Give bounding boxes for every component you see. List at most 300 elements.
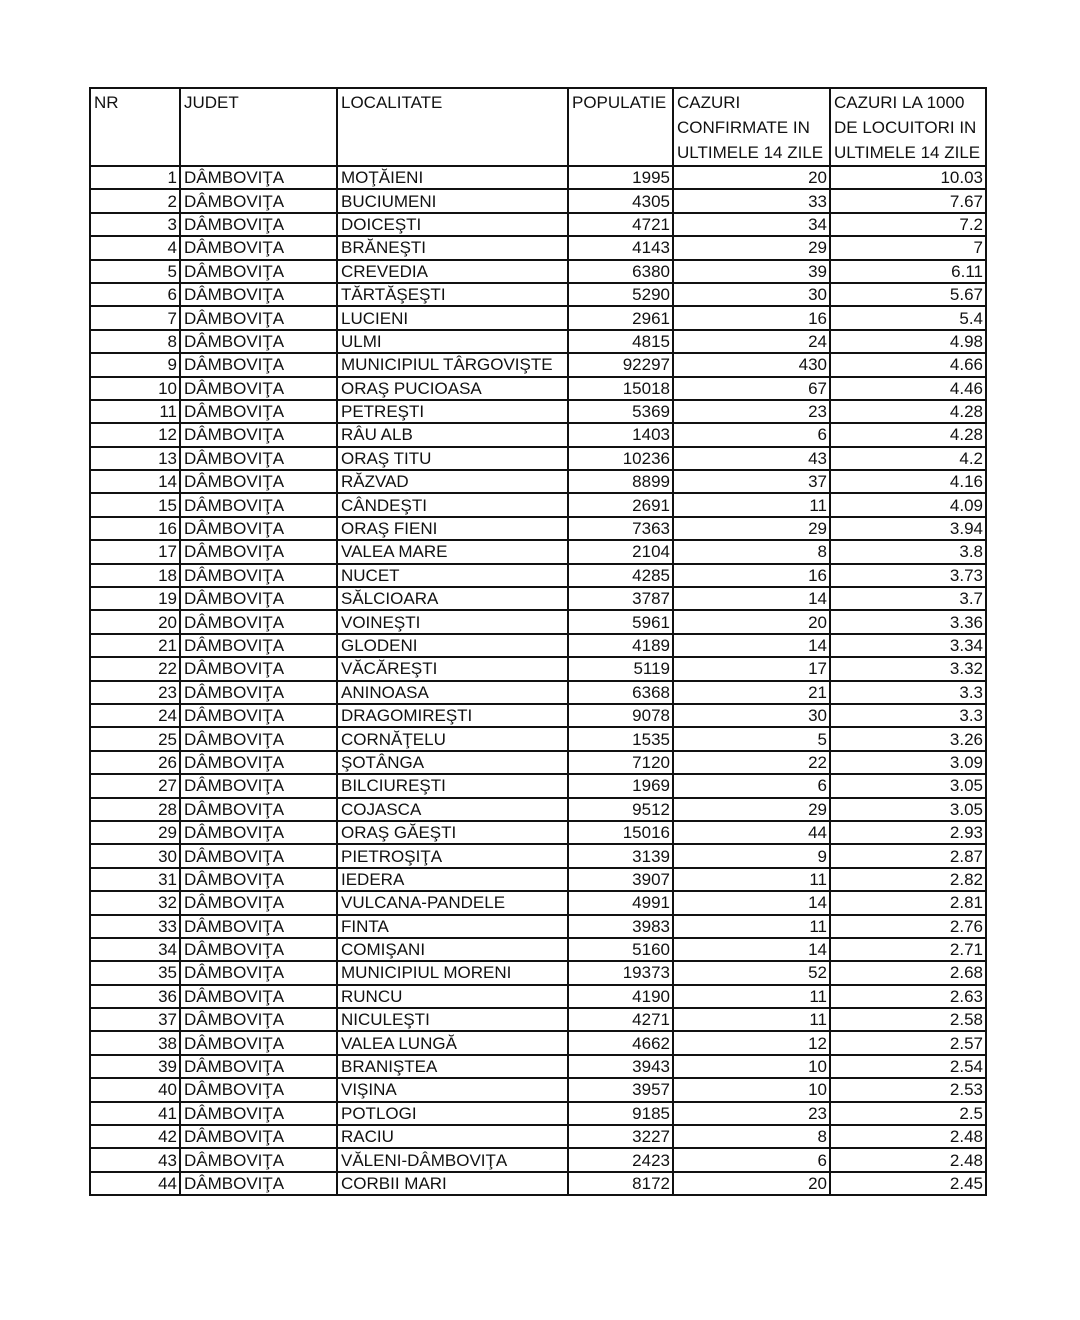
county-cell: DÂMBOVIŢA bbox=[180, 493, 337, 516]
table-row bbox=[90, 915, 986, 938]
table-row bbox=[90, 657, 986, 680]
cases-cell: 52 bbox=[673, 961, 830, 984]
population-cell: 5290 bbox=[568, 283, 673, 306]
cases-cell: 11 bbox=[673, 915, 830, 938]
rate-per-1000-cell: 6.11 bbox=[830, 260, 986, 283]
table-row bbox=[90, 213, 986, 236]
row-number: 11 bbox=[90, 400, 180, 423]
locality-cell: DRAGOMIREŞTI bbox=[337, 704, 568, 727]
table-row bbox=[90, 564, 986, 587]
row-number: 15 bbox=[90, 493, 180, 516]
table-row bbox=[90, 868, 986, 891]
rate-per-1000-cell: 4.28 bbox=[830, 400, 986, 423]
population-cell: 1995 bbox=[568, 166, 673, 189]
rate-per-1000-cell: 3.32 bbox=[830, 657, 986, 680]
cases-cell: 34 bbox=[673, 213, 830, 236]
cases-cell: 30 bbox=[673, 704, 830, 727]
rate-per-1000-cell: 5.4 bbox=[830, 306, 986, 329]
cases-cell: 44 bbox=[673, 821, 830, 844]
rate-per-1000-cell: 4.16 bbox=[830, 470, 986, 493]
table-row bbox=[90, 260, 986, 283]
rate-per-1000-cell: 2.48 bbox=[830, 1148, 986, 1171]
locality-cell: PIETROŞIŢA bbox=[337, 844, 568, 867]
cases-cell: 30 bbox=[673, 283, 830, 306]
rate-per-1000-cell: 3.26 bbox=[830, 727, 986, 750]
locality-cell: ORAŞ GĂEŞTI bbox=[337, 821, 568, 844]
cases-cell: 12 bbox=[673, 1031, 830, 1054]
rate-per-1000-cell: 3.36 bbox=[830, 610, 986, 633]
county-cell: DÂMBOVIŢA bbox=[180, 938, 337, 961]
table-row bbox=[90, 610, 986, 633]
population-cell: 3139 bbox=[568, 844, 673, 867]
cases-cell: 20 bbox=[673, 166, 830, 189]
rate-per-1000-cell: 10.03 bbox=[830, 166, 986, 189]
row-number: 21 bbox=[90, 634, 180, 657]
population-cell: 8172 bbox=[568, 1172, 673, 1195]
locality-cell: VULCANA-PANDELE bbox=[337, 891, 568, 914]
rate-per-1000-cell: 7.2 bbox=[830, 213, 986, 236]
locality-cell: IEDERA bbox=[337, 868, 568, 891]
row-number: 36 bbox=[90, 985, 180, 1008]
rate-per-1000-cell: 2.68 bbox=[830, 961, 986, 984]
row-number: 22 bbox=[90, 657, 180, 680]
population-cell: 10236 bbox=[568, 447, 673, 470]
cases-cell: 14 bbox=[673, 634, 830, 657]
population-cell: 4271 bbox=[568, 1008, 673, 1031]
locality-cell: RACIU bbox=[337, 1125, 568, 1148]
population-cell: 6368 bbox=[568, 681, 673, 704]
cases-cell: 5 bbox=[673, 727, 830, 750]
locality-cell: CÂNDEŞTI bbox=[337, 493, 568, 516]
population-cell: 9185 bbox=[568, 1102, 673, 1125]
population-cell: 5160 bbox=[568, 938, 673, 961]
rate-per-1000-cell: 2.5 bbox=[830, 1102, 986, 1125]
cases-cell: 11 bbox=[673, 1008, 830, 1031]
population-cell: 9078 bbox=[568, 704, 673, 727]
row-number: 5 bbox=[90, 260, 180, 283]
locality-cell: PETREŞTI bbox=[337, 400, 568, 423]
population-cell: 2423 bbox=[568, 1148, 673, 1171]
rate-per-1000-cell: 3.94 bbox=[830, 517, 986, 540]
population-cell: 15018 bbox=[568, 377, 673, 400]
cases-cell: 23 bbox=[673, 1102, 830, 1125]
row-number: 24 bbox=[90, 704, 180, 727]
locality-cell: BRĂNEŞTI bbox=[337, 236, 568, 259]
locality-cell: RUNCU bbox=[337, 985, 568, 1008]
rate-per-1000-cell: 2.87 bbox=[830, 844, 986, 867]
cases-cell: 6 bbox=[673, 1148, 830, 1171]
rate-per-1000-cell: 2.63 bbox=[830, 985, 986, 1008]
cases-cell: 14 bbox=[673, 891, 830, 914]
row-number: 28 bbox=[90, 798, 180, 821]
table-body bbox=[90, 166, 986, 1195]
row-number: 18 bbox=[90, 564, 180, 587]
cases-cell: 24 bbox=[673, 330, 830, 353]
population-cell: 4305 bbox=[568, 189, 673, 212]
county-cell: DÂMBOVIŢA bbox=[180, 1172, 337, 1195]
table-row bbox=[90, 751, 986, 774]
population-cell: 1969 bbox=[568, 774, 673, 797]
cases-cell: 11 bbox=[673, 868, 830, 891]
locality-cell: SĂLCIOARA bbox=[337, 587, 568, 610]
county-cell: DÂMBOVIŢA bbox=[180, 727, 337, 750]
cases-cell: 29 bbox=[673, 517, 830, 540]
table-row bbox=[90, 985, 986, 1008]
row-number: 8 bbox=[90, 330, 180, 353]
cases-cell: 11 bbox=[673, 985, 830, 1008]
rate-per-1000-cell: 3.09 bbox=[830, 751, 986, 774]
county-cell: DÂMBOVIŢA bbox=[180, 1148, 337, 1171]
population-cell: 15016 bbox=[568, 821, 673, 844]
table-row bbox=[90, 493, 986, 516]
locality-cell: TĂRTĂŞEŞTI bbox=[337, 283, 568, 306]
county-cell: DÂMBOVIŢA bbox=[180, 236, 337, 259]
locality-cell: VALEA MARE bbox=[337, 540, 568, 563]
population-cell: 5119 bbox=[568, 657, 673, 680]
county-cell: DÂMBOVIŢA bbox=[180, 961, 337, 984]
table-row bbox=[90, 1125, 986, 1148]
table-row bbox=[90, 961, 986, 984]
table-row bbox=[90, 891, 986, 914]
row-number: 26 bbox=[90, 751, 180, 774]
locality-cell: VĂCĂREŞTI bbox=[337, 657, 568, 680]
locality-cell: RÂU ALB bbox=[337, 423, 568, 446]
rate-per-1000-cell: 3.05 bbox=[830, 798, 986, 821]
locality-cell: FINTA bbox=[337, 915, 568, 938]
row-number: 31 bbox=[90, 868, 180, 891]
cases-cell: 17 bbox=[673, 657, 830, 680]
locality-cell: RĂZVAD bbox=[337, 470, 568, 493]
population-cell: 4143 bbox=[568, 236, 673, 259]
table-row bbox=[90, 1078, 986, 1101]
county-cell: DÂMBOVIŢA bbox=[180, 798, 337, 821]
row-number: 23 bbox=[90, 681, 180, 704]
county-cell: DÂMBOVIŢA bbox=[180, 564, 337, 587]
population-cell: 2104 bbox=[568, 540, 673, 563]
table-row bbox=[90, 1172, 986, 1195]
row-number: 42 bbox=[90, 1125, 180, 1148]
table-row bbox=[90, 844, 986, 867]
table-row bbox=[90, 938, 986, 961]
table-row bbox=[90, 1008, 986, 1031]
rate-per-1000-cell: 3.34 bbox=[830, 634, 986, 657]
county-cell: DÂMBOVIŢA bbox=[180, 423, 337, 446]
rate-per-1000-cell: 7.67 bbox=[830, 189, 986, 212]
table-row bbox=[90, 353, 986, 376]
table-row bbox=[90, 1148, 986, 1171]
table-row bbox=[90, 470, 986, 493]
rate-per-1000-cell: 4.66 bbox=[830, 353, 986, 376]
locality-cell: CORNĂŢELU bbox=[337, 727, 568, 750]
table-row bbox=[90, 166, 986, 189]
county-cell: DÂMBOVIŢA bbox=[180, 891, 337, 914]
cases-cell: 8 bbox=[673, 1125, 830, 1148]
county-cell: DÂMBOVIŢA bbox=[180, 1055, 337, 1078]
county-cell: DÂMBOVIŢA bbox=[180, 377, 337, 400]
row-number: 7 bbox=[90, 306, 180, 329]
header-populatie: POPULATIE bbox=[568, 88, 673, 166]
rate-per-1000-cell: 3.7 bbox=[830, 587, 986, 610]
population-cell: 4190 bbox=[568, 985, 673, 1008]
rate-per-1000-cell: 3.3 bbox=[830, 704, 986, 727]
row-number: 32 bbox=[90, 891, 180, 914]
row-number: 12 bbox=[90, 423, 180, 446]
table-row bbox=[90, 1102, 986, 1125]
cases-cell: 21 bbox=[673, 681, 830, 704]
rate-per-1000-cell: 2.71 bbox=[830, 938, 986, 961]
rate-per-1000-cell: 3.8 bbox=[830, 540, 986, 563]
population-cell: 5369 bbox=[568, 400, 673, 423]
locality-cell: CORBII MARI bbox=[337, 1172, 568, 1195]
locality-cell: ANINOASA bbox=[337, 681, 568, 704]
county-cell: DÂMBOVIŢA bbox=[180, 751, 337, 774]
cases-cell: 9 bbox=[673, 844, 830, 867]
rate-per-1000-cell: 2.54 bbox=[830, 1055, 986, 1078]
county-cell: DÂMBOVIŢA bbox=[180, 1125, 337, 1148]
rate-per-1000-cell: 5.67 bbox=[830, 283, 986, 306]
locality-cell: ŞOTÂNGA bbox=[337, 751, 568, 774]
population-cell: 3907 bbox=[568, 868, 673, 891]
locality-cell: ORAŞ FIENI bbox=[337, 517, 568, 540]
locality-cell: ORAŞ TITU bbox=[337, 447, 568, 470]
county-cell: DÂMBOVIŢA bbox=[180, 540, 337, 563]
county-cell: DÂMBOVIŢA bbox=[180, 260, 337, 283]
table-row bbox=[90, 517, 986, 540]
table-row bbox=[90, 1031, 986, 1054]
population-cell: 3227 bbox=[568, 1125, 673, 1148]
table-row bbox=[90, 189, 986, 212]
row-number: 27 bbox=[90, 774, 180, 797]
row-number: 4 bbox=[90, 236, 180, 259]
population-cell: 3957 bbox=[568, 1078, 673, 1101]
population-cell: 7363 bbox=[568, 517, 673, 540]
locality-cell: CREVEDIA bbox=[337, 260, 568, 283]
county-cell: DÂMBOVIŢA bbox=[180, 330, 337, 353]
locality-cell: ORAŞ PUCIOASA bbox=[337, 377, 568, 400]
locality-cell: MUNICIPIUL MORENI bbox=[337, 961, 568, 984]
row-number: 3 bbox=[90, 213, 180, 236]
cases-cell: 11 bbox=[673, 493, 830, 516]
table-row bbox=[90, 306, 986, 329]
table-row bbox=[90, 634, 986, 657]
population-cell: 1535 bbox=[568, 727, 673, 750]
county-cell: DÂMBOVIŢA bbox=[180, 915, 337, 938]
locality-cell: BRANIŞTEA bbox=[337, 1055, 568, 1078]
county-cell: DÂMBOVIŢA bbox=[180, 985, 337, 1008]
cases-cell: 37 bbox=[673, 470, 830, 493]
cases-table-sheet bbox=[89, 87, 987, 1196]
county-cell: DÂMBOVIŢA bbox=[180, 704, 337, 727]
locality-cell: DOICEŞTI bbox=[337, 213, 568, 236]
rate-per-1000-cell: 2.93 bbox=[830, 821, 986, 844]
rate-per-1000-cell: 2.57 bbox=[830, 1031, 986, 1054]
county-cell: DÂMBOVIŢA bbox=[180, 1078, 337, 1101]
county-cell: DÂMBOVIŢA bbox=[180, 517, 337, 540]
cases-cell: 29 bbox=[673, 236, 830, 259]
locality-cell: BUCIUMENI bbox=[337, 189, 568, 212]
row-number: 35 bbox=[90, 961, 180, 984]
county-cell: DÂMBOVIŢA bbox=[180, 587, 337, 610]
rate-per-1000-cell: 2.76 bbox=[830, 915, 986, 938]
rate-per-1000-cell: 4.46 bbox=[830, 377, 986, 400]
county-cell: DÂMBOVIŢA bbox=[180, 306, 337, 329]
table-row bbox=[90, 798, 986, 821]
county-cell: DÂMBOVIŢA bbox=[180, 610, 337, 633]
row-number: 9 bbox=[90, 353, 180, 376]
row-number: 2 bbox=[90, 189, 180, 212]
cases-cell: 33 bbox=[673, 189, 830, 212]
county-cell: DÂMBOVIŢA bbox=[180, 1031, 337, 1054]
cases-cell: 10 bbox=[673, 1055, 830, 1078]
rate-per-1000-cell: 7 bbox=[830, 236, 986, 259]
county-cell: DÂMBOVIŢA bbox=[180, 400, 337, 423]
rate-per-1000-cell: 2.82 bbox=[830, 868, 986, 891]
row-number: 25 bbox=[90, 727, 180, 750]
county-cell: DÂMBOVIŢA bbox=[180, 681, 337, 704]
county-cell: DÂMBOVIŢA bbox=[180, 844, 337, 867]
rate-per-1000-cell: 2.53 bbox=[830, 1078, 986, 1101]
row-number: 1 bbox=[90, 166, 180, 189]
row-number: 33 bbox=[90, 915, 180, 938]
row-number: 37 bbox=[90, 1008, 180, 1031]
row-number: 20 bbox=[90, 610, 180, 633]
locality-cell: VĂLENI-DÂMBOVIŢA bbox=[337, 1148, 568, 1171]
table-row bbox=[90, 283, 986, 306]
rate-per-1000-cell: 3.73 bbox=[830, 564, 986, 587]
table-row bbox=[90, 704, 986, 727]
rate-per-1000-cell: 2.48 bbox=[830, 1125, 986, 1148]
table-row bbox=[90, 587, 986, 610]
population-cell: 3943 bbox=[568, 1055, 673, 1078]
cases-cell: 39 bbox=[673, 260, 830, 283]
row-number: 43 bbox=[90, 1148, 180, 1171]
population-cell: 4815 bbox=[568, 330, 673, 353]
row-number: 34 bbox=[90, 938, 180, 961]
row-number: 29 bbox=[90, 821, 180, 844]
table-row bbox=[90, 727, 986, 750]
row-number: 10 bbox=[90, 377, 180, 400]
county-cell: DÂMBOVIŢA bbox=[180, 657, 337, 680]
population-cell: 1403 bbox=[568, 423, 673, 446]
rate-per-1000-cell: 4.28 bbox=[830, 423, 986, 446]
locality-cell: VIŞINA bbox=[337, 1078, 568, 1101]
rate-per-1000-cell: 4.09 bbox=[830, 493, 986, 516]
county-cell: DÂMBOVIŢA bbox=[180, 470, 337, 493]
county-cell: DÂMBOVIŢA bbox=[180, 283, 337, 306]
population-cell: 2961 bbox=[568, 306, 673, 329]
header-rata: CAZURI LA 1000 DE LOCUITORI IN ULTIMELE 14 ZILE bbox=[830, 88, 986, 166]
table-row bbox=[90, 821, 986, 844]
cases-cell: 20 bbox=[673, 610, 830, 633]
row-number: 13 bbox=[90, 447, 180, 470]
cases-cell: 6 bbox=[673, 423, 830, 446]
rate-per-1000-cell: 2.58 bbox=[830, 1008, 986, 1031]
locality-cell: MOŢĂIENI bbox=[337, 166, 568, 189]
population-cell: 4285 bbox=[568, 564, 673, 587]
table-row bbox=[90, 1055, 986, 1078]
rate-per-1000-cell: 4.98 bbox=[830, 330, 986, 353]
county-cell: DÂMBOVIŢA bbox=[180, 821, 337, 844]
row-number: 14 bbox=[90, 470, 180, 493]
header-row bbox=[90, 88, 986, 166]
population-cell: 4662 bbox=[568, 1031, 673, 1054]
cases-cell: 29 bbox=[673, 798, 830, 821]
cases-cell: 6 bbox=[673, 774, 830, 797]
row-number: 6 bbox=[90, 283, 180, 306]
cases-cell: 10 bbox=[673, 1078, 830, 1101]
cases-cell: 67 bbox=[673, 377, 830, 400]
row-number: 19 bbox=[90, 587, 180, 610]
row-number: 17 bbox=[90, 540, 180, 563]
cases-cell: 8 bbox=[673, 540, 830, 563]
header-cazuri: CAZURI CONFIRMATE IN ULTIMELE 14 ZILE bbox=[673, 88, 830, 166]
row-number: 39 bbox=[90, 1055, 180, 1078]
row-number: 41 bbox=[90, 1102, 180, 1125]
population-cell: 3787 bbox=[568, 587, 673, 610]
population-cell: 5961 bbox=[568, 610, 673, 633]
cases-cell: 430 bbox=[673, 353, 830, 376]
table-row bbox=[90, 423, 986, 446]
header-localitate: LOCALITATE bbox=[337, 88, 568, 166]
table-row bbox=[90, 236, 986, 259]
rate-per-1000-cell: 2.81 bbox=[830, 891, 986, 914]
county-cell: DÂMBOVIŢA bbox=[180, 353, 337, 376]
population-cell: 4721 bbox=[568, 213, 673, 236]
table-row bbox=[90, 447, 986, 470]
county-cell: DÂMBOVIŢA bbox=[180, 447, 337, 470]
population-cell: 2691 bbox=[568, 493, 673, 516]
cases-cell: 14 bbox=[673, 938, 830, 961]
locality-cell: NUCET bbox=[337, 564, 568, 587]
header-nr: NR bbox=[90, 88, 180, 166]
locality-cell: COMIŞANI bbox=[337, 938, 568, 961]
rate-per-1000-cell: 3.3 bbox=[830, 681, 986, 704]
rate-per-1000-cell: 3.05 bbox=[830, 774, 986, 797]
cases-cell: 22 bbox=[673, 751, 830, 774]
rate-per-1000-cell: 2.45 bbox=[830, 1172, 986, 1195]
county-cell: DÂMBOVIŢA bbox=[180, 189, 337, 212]
locality-cell: LUCIENI bbox=[337, 306, 568, 329]
county-cell: DÂMBOVIŢA bbox=[180, 774, 337, 797]
cases-cell: 16 bbox=[673, 564, 830, 587]
locality-cell: MUNICIPIUL TÂRGOVIŞTE bbox=[337, 353, 568, 376]
population-cell: 4991 bbox=[568, 891, 673, 914]
locality-cell: BILCIUREŞTI bbox=[337, 774, 568, 797]
locality-cell: NICULEŞTI bbox=[337, 1008, 568, 1031]
population-cell: 92297 bbox=[568, 353, 673, 376]
row-number: 44 bbox=[90, 1172, 180, 1195]
population-cell: 19373 bbox=[568, 961, 673, 984]
cases-cell: 20 bbox=[673, 1172, 830, 1195]
cases-table bbox=[89, 87, 987, 1196]
population-cell: 3983 bbox=[568, 915, 673, 938]
table-row bbox=[90, 377, 986, 400]
locality-cell: VOINEŞTI bbox=[337, 610, 568, 633]
county-cell: DÂMBOVIŢA bbox=[180, 868, 337, 891]
rate-per-1000-cell: 4.2 bbox=[830, 447, 986, 470]
cases-cell: 16 bbox=[673, 306, 830, 329]
header-judet: JUDET bbox=[180, 88, 337, 166]
table-row bbox=[90, 774, 986, 797]
table-row bbox=[90, 681, 986, 704]
table-row bbox=[90, 540, 986, 563]
row-number: 38 bbox=[90, 1031, 180, 1054]
locality-cell: GLODENI bbox=[337, 634, 568, 657]
county-cell: DÂMBOVIŢA bbox=[180, 634, 337, 657]
row-number: 30 bbox=[90, 844, 180, 867]
population-cell: 8899 bbox=[568, 470, 673, 493]
row-number: 16 bbox=[90, 517, 180, 540]
